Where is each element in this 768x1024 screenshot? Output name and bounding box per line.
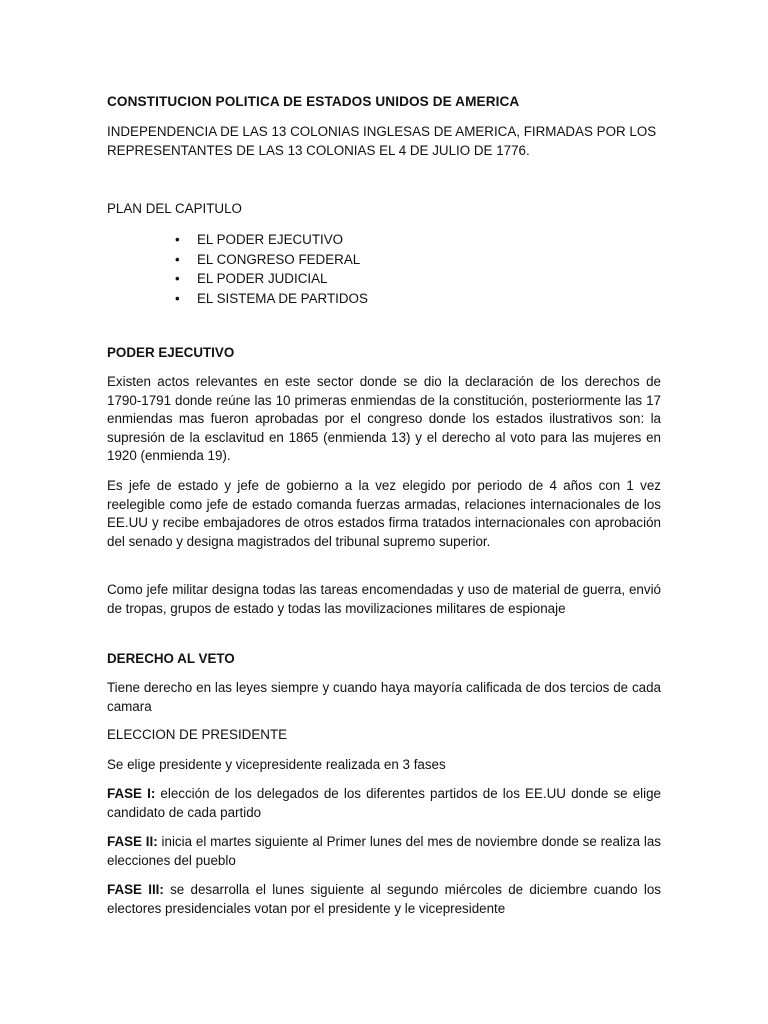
fase-text: inicia el martes siguiente al Primer lunes del mes de noviembre donde se realiza las elecciones del pueblo [107,834,661,868]
paragraph-text [107,881,661,918]
list-item [175,230,368,250]
fase-3-paragraph [107,881,661,918]
derecho-veto-paragraph [107,679,661,716]
section-heading-poder-ejecutivo: PODER EJECUTIVO [107,345,235,360]
poder-ejecutivo-paragraph-2 [107,477,661,551]
intro-text: INDEPENDENCIA DE LAS 13 COLONIAS INGLESAS DE AMERICA, FIRMADAS POR LOS REPRESENTANTES DE LAS 13 COLONIAS EL 4 DE JULIO DE 1776. [107,124,657,158]
list-item [175,250,368,270]
fase-text: se desarrolla el lunes siguiente al segundo miércoles de diciembre cuando los electores presidenciales votan por el presidente y le vicepresidente [107,882,661,916]
fase-label: FASE I: [107,786,156,801]
bullet-icon: • [175,232,180,247]
paragraph-text: Tiene derecho en las leyes siempre y cuando haya mayoría calificada de dos tercios de cada camara [107,680,661,714]
poder-ejecutivo-paragraph-1 [107,373,661,466]
fase-1-paragraph [107,785,661,822]
list-item [175,289,368,309]
bullet-icon: • [175,271,180,287]
paragraph-text: Existen actos relevantes en este sector donde se dio la declaración de los derechos de 1790-1791 donde reúne las 10 primeras enmiendas de la constitución, posteriormente las 17 enmiendas mas fueron aprobadas por el congreso donde los estados ilustrativos son: la supresión de la esclavitud en 1865 (enmienda 13) y el derecho al voto para las mujeres en 1920 (enmienda 19). [107,374,661,464]
plan-item-label: EL PODER EJECUTIVO [197,232,344,247]
plan-heading: PLAN DEL CAPITULO [107,201,242,216]
paragraph-text: Es jefe de estado y jefe de gobierno a la vez elegido por periodo de 4 años con 1 vez reelegible como jefe de estado comanda fuerzas armadas, relaciones internacionales de los EE.UU y recibe embajadores de otros estados firma tratados internacionales con aprobación del senado y designa magistrados del tribunal supremo superior. [107,478,661,549]
paragraph-text [107,785,661,822]
fase-2-paragraph [107,833,661,870]
fase-text: elección de los delegados de los diferentes partidos de los EE.UU donde se elige candidato de cada partido [107,786,662,820]
bullet-icon: • [175,290,180,306]
section-heading-derecho-veto: DERECHO AL VETO [107,651,235,666]
plan-item-label: EL CONGRESO FEDERAL [197,251,361,267]
fase-label: FASE II: [107,834,158,849]
document-title: CONSTITUCION POLITICA DE ESTADOS UNIDOS DE AMERICA [107,94,520,109]
plan-list [175,230,368,308]
paragraph-text [107,833,661,870]
eleccion-intro: Se elige presidente y vicepresidente realizada en 3 fases [107,757,446,772]
bullet-icon: • [175,251,180,267]
poder-ejecutivo-paragraph-3 [107,581,661,618]
list-item [175,269,368,289]
section-heading-eleccion: ELECCION DE PRESIDENTE [107,727,288,742]
intro-paragraph [107,123,661,160]
plan-item-label: EL PODER JUDICIAL [197,271,328,287]
fase-label: FASE III: [107,882,164,897]
paragraph-text: Como jefe militar designa todas las tareas encomendadas y uso de material de guerra, envió de tropas, grupos de estado y todas las movilizaciones militares de espionaje [107,582,661,616]
plan-item-label: EL SISTEMA DE PARTIDOS [197,290,368,306]
